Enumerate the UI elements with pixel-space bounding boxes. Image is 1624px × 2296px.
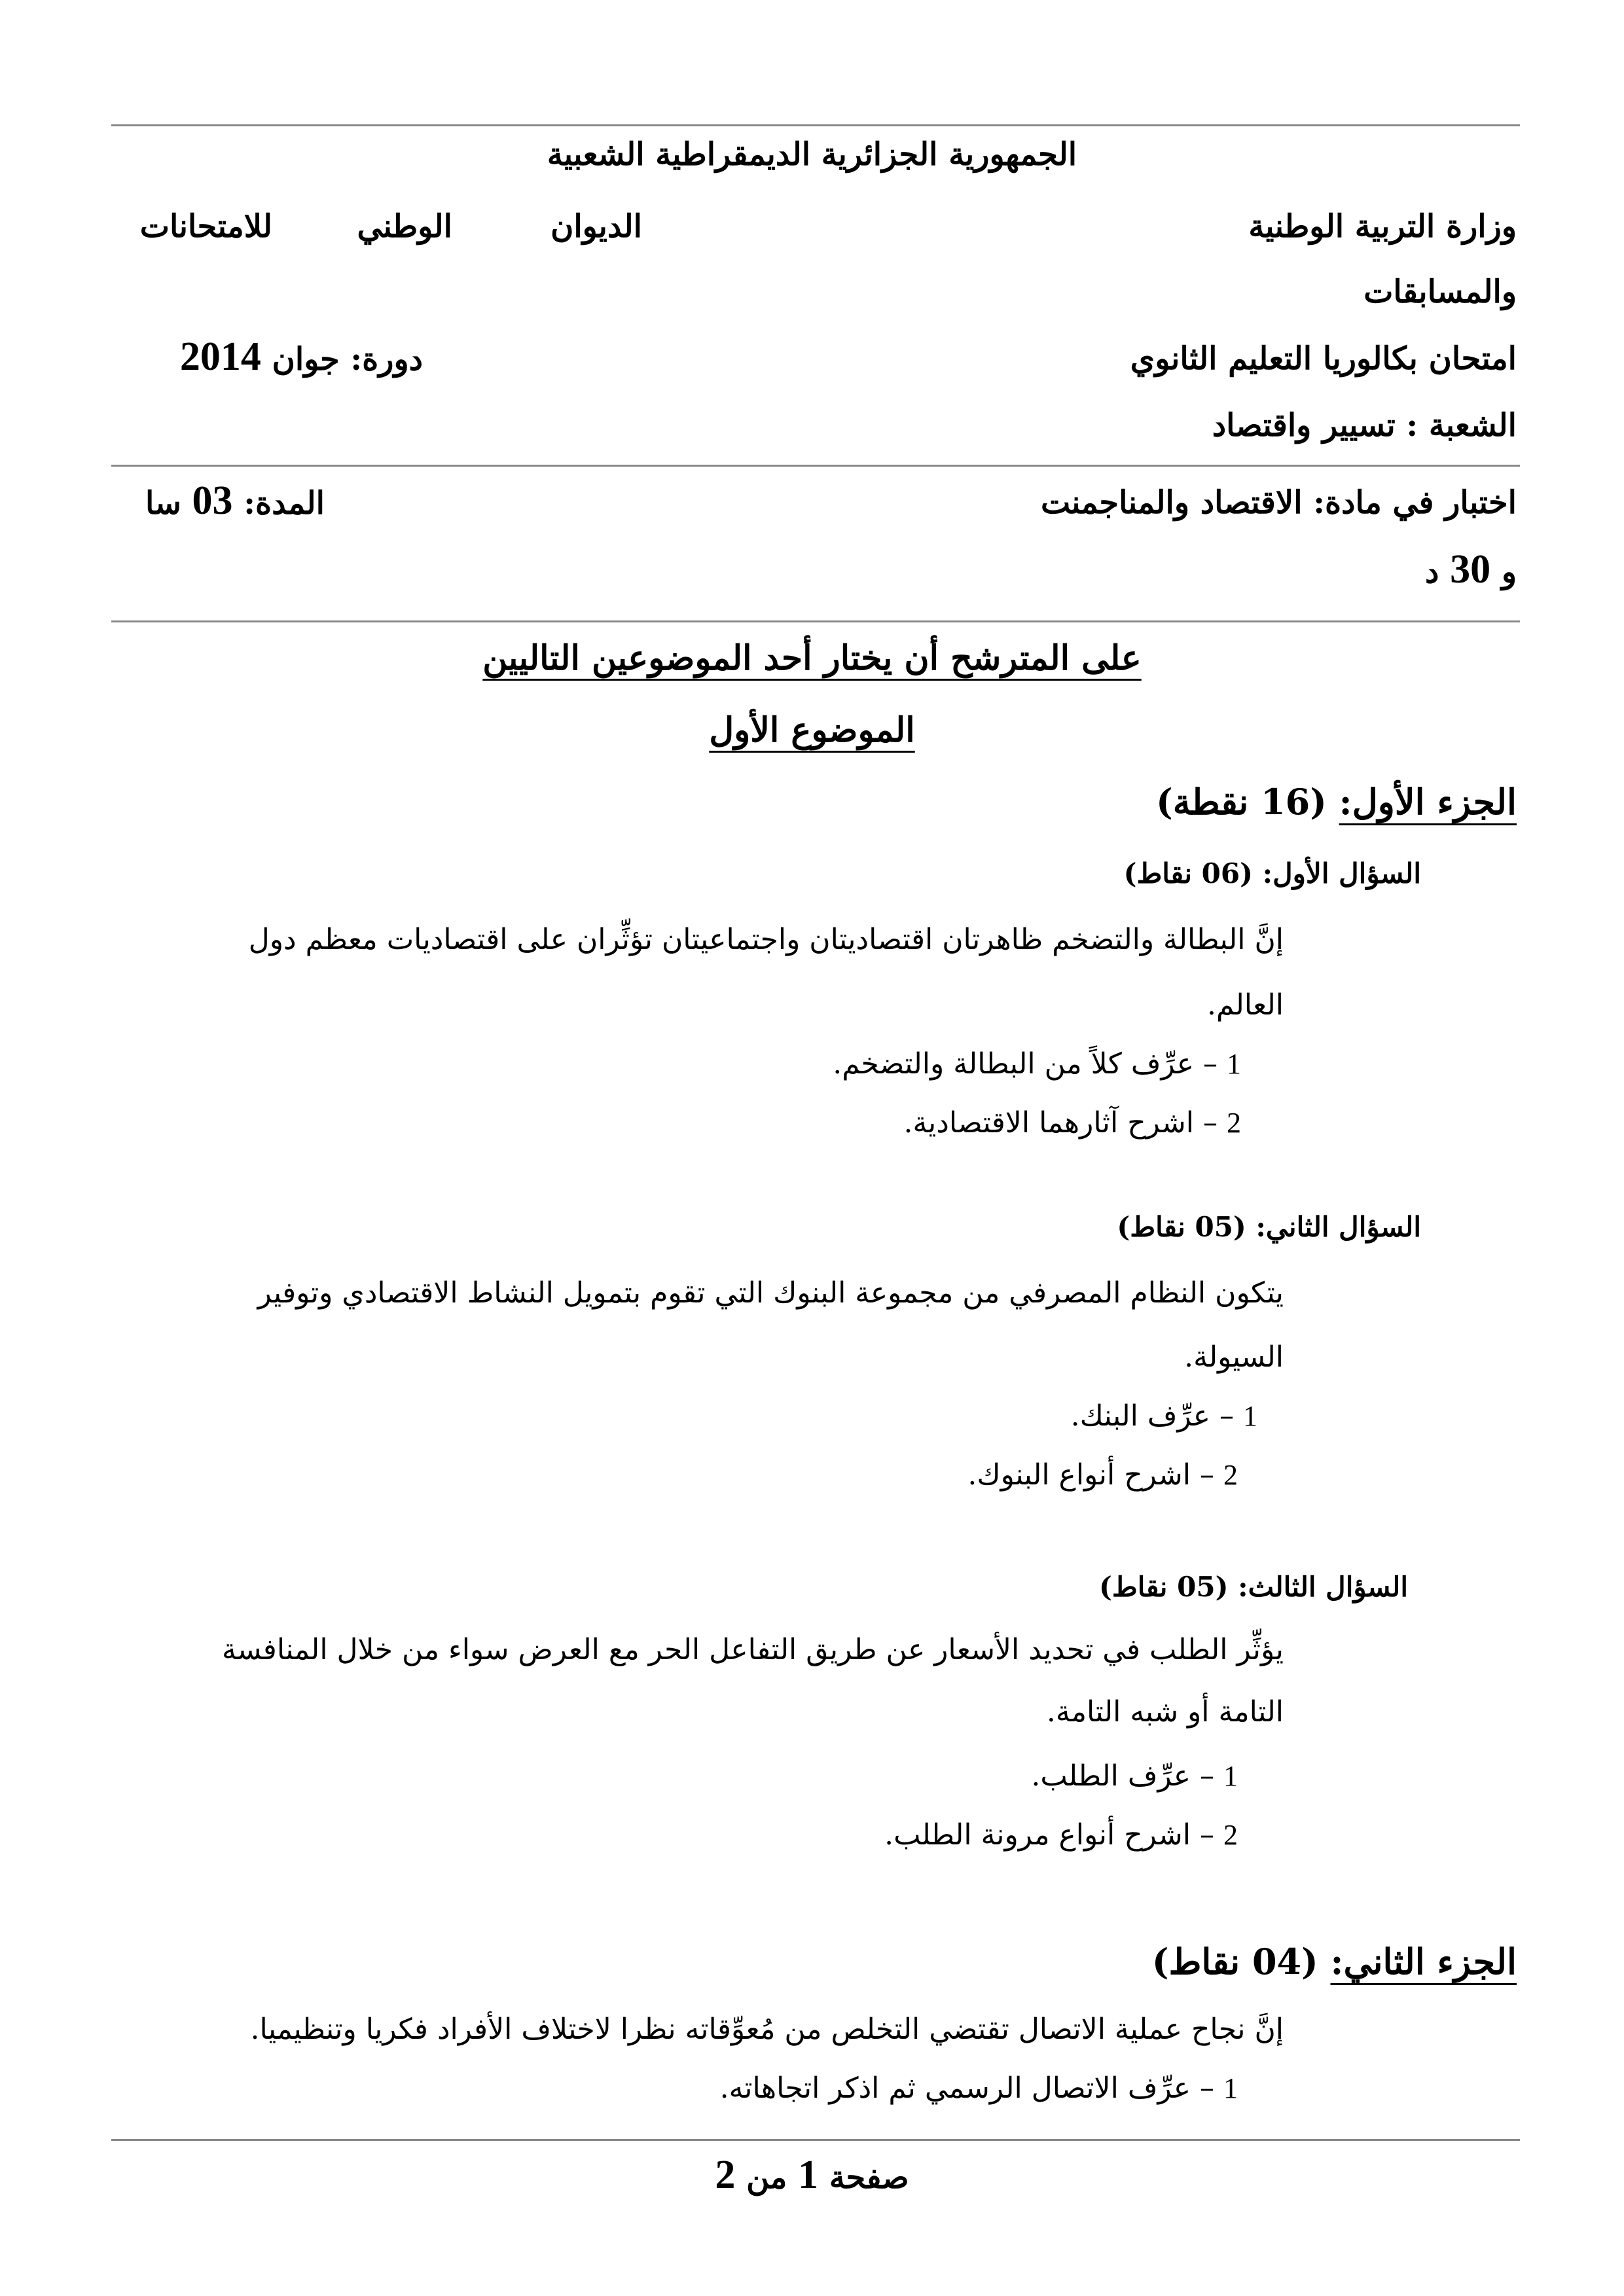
q2-item-1-text: عرِّف البنك.: [1070, 1399, 1210, 1433]
item-dash: –: [1191, 1458, 1214, 1492]
item-dash: –: [1194, 1106, 1218, 1139]
q2-item-2: [967, 1458, 1238, 1492]
q2-item-1: [1071, 1399, 1257, 1433]
header-bottom-rule: [111, 620, 1520, 622]
item-dash: –: [1191, 1759, 1214, 1793]
item-dash: –: [1191, 2072, 1214, 2105]
republic-title: الجمهورية الجزائرية الديمقراطية الشعبية: [547, 136, 1077, 173]
q3-points: (05 نقاط): [1099, 1571, 1229, 1603]
office-word-2: الوطني: [357, 208, 452, 245]
branch: الشعبة : تسيير واقتصاد: [1212, 407, 1517, 444]
q1-text-line-1: إنَّ البطالة والتضخم ظاهرتان اقتصاديتان واجتماعيتان تؤثِّران على اقتصاديات معظم دول: [248, 923, 1284, 956]
item-number: 1: [1223, 2072, 1238, 2104]
session-year: 2014: [179, 334, 261, 379]
duration-minutes: 30: [1450, 547, 1491, 592]
session-label: دورة:: [350, 341, 423, 378]
duration-and: و: [1501, 554, 1517, 590]
q2-title: السؤال الثاني:: [1255, 1211, 1421, 1243]
duration-hours-unit: سا: [145, 485, 181, 522]
part1-title: الجزء الأول:: [1339, 781, 1517, 823]
part2-points: (04 نقاط): [1151, 1941, 1318, 1982]
exam-title: امتحان بكالوريا التعليم الثانوي: [1130, 340, 1517, 377]
q2-text-line-1: يتكون النظام المصرفي من مجموعة البنوك التي تقوم بتمويل النشاط الاقتصادي وتوفير: [257, 1276, 1284, 1310]
item-number: 1: [1223, 1760, 1238, 1792]
q1-item-1-text: عرِّف كلاً من البطالة والتضخم.: [833, 1047, 1194, 1081]
item-number: 2: [1223, 1459, 1238, 1491]
footer-page-current: 1: [798, 2153, 819, 2197]
q2-heading: [1117, 1211, 1421, 1243]
q3-item-1-text: عرِّف الطلب.: [1031, 1759, 1191, 1793]
q1-text-line-2: العالم.: [1207, 988, 1284, 1022]
q3-item-2: [884, 1818, 1238, 1852]
q3-heading: [1099, 1571, 1408, 1603]
item-number: 2: [1227, 1107, 1241, 1139]
q1-item-2-text: اشرح آثارهما الاقتصادية.: [903, 1106, 1194, 1139]
part2-item-1-text: عرِّف الاتصال الرسمي ثم اذكر اتجاهاته.: [719, 2072, 1191, 2105]
office-line-2: والمسابقات: [1363, 274, 1517, 310]
footer-rule: [111, 2139, 1520, 2141]
item-dash: –: [1191, 1818, 1214, 1852]
q2-item-2-text: اشرح أنواع البنوك.: [967, 1458, 1191, 1492]
duration-label: المدة:: [244, 485, 325, 522]
q3-text-line-1: يؤثِّر الطلب في تحديد الأسعار عن طريق التفاعل الحر مع العرض سواء من خلال المنافسة: [221, 1633, 1284, 1666]
item-dash: –: [1194, 1047, 1218, 1081]
item-number: 1: [1243, 1400, 1257, 1432]
duration-minutes-unit: د: [1425, 554, 1439, 590]
q1-item-2: [903, 1106, 1241, 1139]
q3-text-line-2: التامة أو شبه التامة.: [1046, 1695, 1284, 1729]
q1-points: (06 نقاط): [1123, 857, 1253, 889]
item-dash: –: [1210, 1399, 1234, 1433]
top-rule: [111, 124, 1520, 126]
part1-points: (16 نقطة): [1156, 781, 1327, 823]
footer-of-word: من: [746, 2159, 787, 2196]
subject: اختبار في مادة: الاقتصاد والمناجمنت: [1041, 484, 1517, 521]
q1-title: السؤال الأول:: [1262, 857, 1421, 889]
part1-heading: [1156, 781, 1517, 823]
page-footer: [0, 2152, 1624, 2198]
q3-item-1: [1031, 1759, 1238, 1793]
footer-page-word: صفحة: [829, 2159, 909, 2196]
header-divider: [111, 465, 1520, 467]
part2-title: الجزء الثاني:: [1330, 1941, 1517, 1982]
duration-hours: 03: [192, 478, 233, 523]
office-word-3: للامتحانات: [139, 208, 272, 245]
office-word-1: الديوان: [550, 208, 642, 245]
duration-minutes-line: [1425, 547, 1517, 593]
q1-item-1: [833, 1047, 1241, 1081]
q3-title: السؤال الثالث:: [1238, 1571, 1408, 1603]
footer-page-total: 2: [715, 2153, 736, 2197]
duration: [145, 478, 325, 524]
part2-heading: [1152, 1941, 1517, 1982]
q2-points: (05 نقاط): [1117, 1211, 1246, 1243]
item-number: 2: [1223, 1819, 1238, 1851]
session-month: جوان: [272, 341, 340, 378]
q2-text-line-2: السيولة.: [1184, 1340, 1284, 1374]
q3-item-2-text: اشرح أنواع مرونة الطلب.: [884, 1818, 1191, 1852]
part2-item-1: [720, 2072, 1238, 2105]
topic-title: الموضوع الأول: [709, 710, 915, 750]
part2-text-line-1: إنَّ نجاح عملية الاتصال تقتضي التخلص من مُعوِّقاته نظرا لاختلاف الأفراد فكريا وتنظيميا.: [250, 2013, 1284, 2046]
q1-heading: [1124, 857, 1421, 889]
ministry-name: وزارة التربية الوطنية: [1248, 208, 1517, 245]
session: [180, 334, 423, 380]
instruction: على المترشح أن يختار أحد الموضوعين التاليين: [482, 638, 1142, 678]
item-number: 1: [1227, 1048, 1241, 1080]
